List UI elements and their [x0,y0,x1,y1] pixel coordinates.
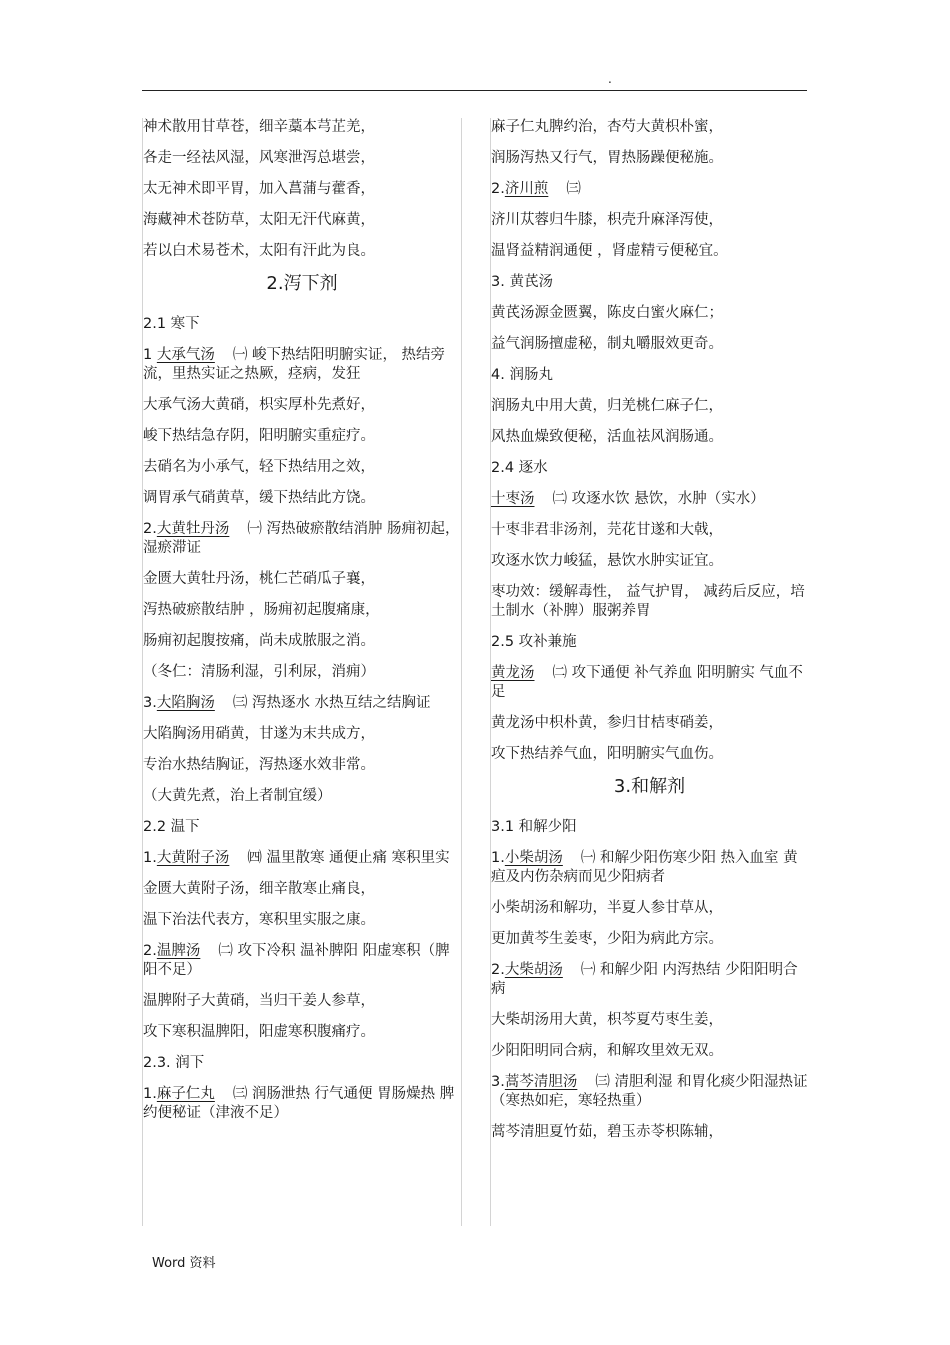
formula-tag: ㈡ [552,491,567,507]
verse-line: 大陷胸汤用硝黄，甘遂为末共成方， [143,726,375,742]
formula-name: 大黄附子汤 [156,850,230,866]
note-line: 枣功效：缓解毒性， 益气护胃， 减药后反应，培土制水（补脾）服粥养胃 [491,584,805,619]
verse-line: 神术散用甘草苍，细辛藁本芎芷羌， [143,119,375,135]
verse-line: 风热血燥致便秘，活血祛风润肠通。 [491,429,723,445]
verse-line: 攻逐水饮力峻猛，悬饮水肿实证宜。 [491,553,723,569]
formula-entry [491,1073,808,1111]
formula-entry [491,664,808,702]
formula-title: 4. 润肠丸 [491,367,553,383]
right-column [490,118,808,1226]
formula-title: 3. 黄芪汤 [491,274,553,290]
verse-line: 更加黄芩生姜枣，少阳为病此方宗。 [491,931,723,947]
formula-number: 1. [491,850,505,866]
formula-desc: 攻下冷积 温补脾阳 阳虚寒积（脾阳不足） [143,943,450,978]
formula-desc: 和解少阳伤寒少阳 热入血室 黄疸及内伤杂病而见少阳病者 [491,850,798,885]
section-heading-purge: 2.泻下剂 [266,273,338,294]
subsection-heading: 2.5 攻补兼施 [491,634,577,650]
formula-number: 1 [143,347,157,363]
formula-number: 1. [143,850,157,866]
formula-desc: 润肠泄热 行气通便 胃肠燥热 脾约便秘证（津液不足） [143,1086,455,1121]
formula-desc: 峻下热结阳明腑实证， 热结旁流，里热实证之热厥，痉病，发狂 [143,347,446,382]
verse-line: 攻下热结养气血，阳明腑实气血伤。 [491,746,723,762]
formula-tag: ㈡ [552,665,567,681]
formula-entry [143,520,461,558]
subsection-heading: 3.1 和解少阳 [491,819,577,835]
verse-line: 黄芪汤源金匮翼，陈皮白蜜火麻仁； [491,305,723,321]
formula-entry [491,849,808,887]
formula-tag: ㈡ [218,943,233,959]
formula-desc: 攻逐水饮 悬饮，水肿（实水） [571,491,765,507]
verse-line: 润肠丸中用大黄，归羌桃仁麻子仁， [491,398,723,414]
formula-tag: ㈠ [232,347,248,363]
header-mark: . [608,72,612,86]
formula-name: 济川煎 [504,181,549,197]
formula-desc: 泻热逐水 水热互结之结胸证 [251,695,431,711]
formula-name: 小柴胡汤 [504,850,563,866]
formula-tag: ㈢ [566,181,581,197]
verse-line: 益气润肠擅虚秘，制丸嚼服效更奇。 [491,336,723,352]
formula-number: 2. [143,521,157,537]
formula-number: 1. [143,1086,157,1102]
verse-line: 温肾益精润通便 ，肾虚精亏便秘宜。 [491,243,728,259]
formula-entry [143,694,461,713]
formula-tag: ㈠ [580,850,596,866]
formula-name: 十枣汤 [491,491,535,507]
formula-entry [491,961,808,999]
formula-number: 3. [143,695,157,711]
subsection-heading: 2.4 逐水 [491,460,548,476]
formula-name: 大承气汤 [156,347,215,363]
formula-tag: ㈠ [580,962,596,978]
formula-name: 蒿芩清胆汤 [504,1074,578,1090]
verse-line: 泻热破瘀散结肿 ，肠痈初起腹痛康， [143,602,380,618]
verse-line: 润肠泻热又行气，胃热肠躁便秘施。 [491,150,723,166]
verse-line: 金匮大黄牡丹汤，桃仁芒硝瓜子襄， [143,571,375,587]
verse-line: 黄龙汤中枳朴黄，参归甘桔枣硝姜， [491,715,723,731]
section-heading-harmonize: 3.和解剂 [613,776,686,797]
verse-line: 小柴胡汤和解功，半夏人参甘草从， [491,900,723,916]
formula-desc: 泻热破瘀散结消肿 肠痈初起，湿瘀滞证 [143,521,460,556]
formula-desc: 攻下通便 补气养血 阳明腑实 气血不足 [491,665,803,700]
verse-line: 济川苁蓉归牛膝，枳壳升麻泽泻使， [491,212,723,228]
formula-number: 2. [491,181,505,197]
verse-line: 太无神术即平胃，加入菖蒲与藿香， [143,181,375,197]
subsection-heading: 2.3. 润下 [143,1055,205,1071]
verse-line: 去硝名为小承气，轻下热结用之效， [143,459,375,475]
verse-line: 攻下寒积温脾阳，阳虚寒积腹痛疗。 [143,1024,375,1040]
note-line: （冬仁：清肠利湿，引利尿，消痈） [143,664,375,680]
formula-entry [143,942,461,980]
left-column [142,118,462,1226]
verse-line: 肠痈初起腹按痛，尚未成脓服之消。 [143,633,375,649]
verse-line: 少阳阳明同合病，和解攻里效无双。 [491,1043,723,1059]
footer-label: Word 资料 [152,1256,216,1271]
subsection-heading: 2.2 温下 [143,819,200,835]
verse-line: 各走一经祛风湿，风寒泄泻总堪尝， [143,150,375,166]
formula-desc: 清胆利湿 和胃化痰少阳湿热证（寒热如疟，寒轻热重） [491,1074,808,1109]
verse-line: 金匮大黄附子汤，细辛散寒止痛良， [143,881,375,897]
formula-tag: ㈢ [595,1074,610,1090]
formula-name: 大黄牡丹汤 [156,521,230,537]
formula-name: 温脾汤 [156,943,201,959]
verse-line: 温下治法代表方，寒积里实服之康。 [143,912,375,928]
formula-name: 黄龙汤 [491,665,535,681]
formula-number: 2. [491,962,505,978]
verse-line: 调胃承气硝黄草，缓下热结此方饶。 [143,490,375,506]
formula-number: 2. [143,943,157,959]
formula-desc: 和解少阳 内泻热结 少阳阳明合病 [491,962,798,997]
verse-line: 十枣非君非汤剂，芫花甘遂和大戟， [491,522,723,538]
formula-entry [143,849,461,868]
verse-line: 麻子仁丸脾约治，杏芍大黄枳朴蜜， [491,119,723,135]
formula-tag: ㈢ [232,695,248,711]
formula-number: 3. [491,1074,505,1090]
subsection-heading: 2.1 寒下 [143,316,200,332]
formula-entry [143,1085,461,1123]
note-line: （大黄先煮，治上者制宜缓） [143,788,332,804]
formula-name: 麻子仁丸 [156,1086,215,1102]
formula-tag: ㈣ [247,850,262,866]
formula-desc: 温里散寒 通便止痛 寒积里实 [266,850,450,866]
formula-name: 大陷胸汤 [156,695,215,711]
verse-line: 蒿芩清胆夏竹茹，碧玉赤苓枳陈辅， [491,1124,723,1140]
verse-line: 峻下热结急存阴，阳明腑实重症疗。 [143,428,375,444]
formula-entry [491,180,808,199]
formula-entry [491,490,808,509]
header-rule [142,90,807,91]
formula-tag: ㈢ [232,1086,248,1102]
verse-line: 温脾附子大黄硝，当归干姜人参草， [143,993,375,1009]
formula-name: 大柴胡汤 [504,962,563,978]
verse-line: 大柴胡汤用大黄，枳芩夏芍枣生姜， [491,1012,723,1028]
formula-tag: ㈠ [247,521,262,537]
verse-line: 大承气汤大黄硝，枳实厚朴先煮好， [143,397,375,413]
verse-line: 若以白术易苍术，太阳有汗此为良。 [143,243,375,259]
verse-line: 专治水热结胸证，泻热逐水效非常。 [143,757,375,773]
verse-line: 海藏神术苍防草，太阳无汗代麻黄， [143,212,375,228]
formula-entry [143,346,461,384]
